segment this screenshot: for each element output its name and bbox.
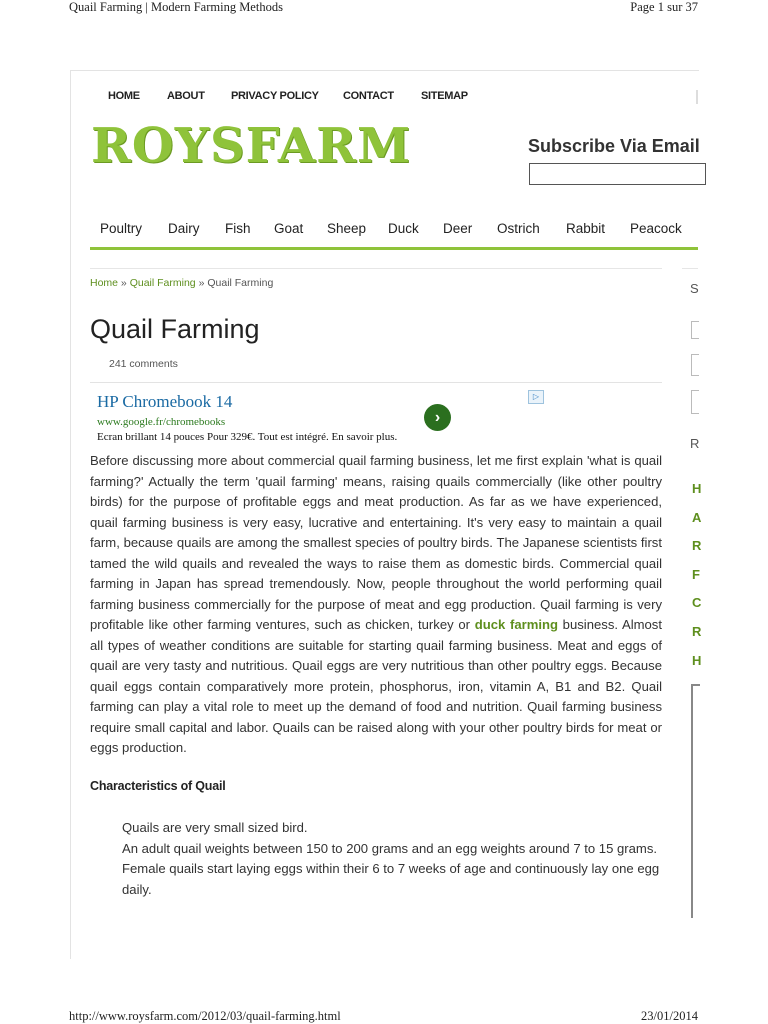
duck-farming-link[interactable]: duck farming: [474, 617, 558, 632]
chevron-right-icon[interactable]: ›: [424, 404, 451, 431]
ad-description: Ecran brillant 14 pouces Pour 329€. Tout est intégré. En savoir plus.: [97, 431, 398, 443]
page-title: Quail Farming: [90, 314, 260, 344]
breadcrumb-home[interactable]: Home: [90, 277, 119, 289]
cat-nav-goat[interactable]: Goat: [274, 221, 304, 236]
sidebar-heading: S: [690, 281, 699, 296]
sidebar-link[interactable]: F: [692, 567, 700, 582]
top-nav-privacy-policy[interactable]: PRIVACY POLICY: [231, 90, 319, 102]
top-nav-home[interactable]: HOME: [108, 90, 140, 102]
breadcrumb-separator: »: [118, 277, 130, 289]
sidebar-input[interactable]: [691, 354, 699, 376]
subscribe-title: Subscribe Via Email: [528, 136, 700, 156]
adchoices-icon[interactable]: ▷: [528, 390, 544, 404]
sidebar-link[interactable]: C: [692, 595, 702, 610]
top-nav-about[interactable]: ABOUT: [167, 90, 205, 102]
cat-nav-ostrich[interactable]: Ostrich: [497, 221, 540, 236]
cat-nav-dairy[interactable]: Dairy: [168, 221, 200, 236]
sidebar-button[interactable]: [691, 390, 699, 414]
sidebar-link[interactable]: H: [692, 653, 702, 668]
print-header-page: Page 1 sur 37: [630, 0, 698, 14]
article-intro: [90, 451, 662, 759]
breadcrumb: [90, 277, 273, 289]
ad-title[interactable]: HP Chromebook 14: [97, 392, 233, 411]
characteristics-list: [122, 818, 662, 900]
sidebar-link[interactable]: R: [692, 624, 702, 639]
cat-nav-deer[interactable]: Deer: [443, 221, 473, 236]
site-logo[interactable]: ROYSFARM: [91, 118, 412, 174]
list-item: Quails are very small sized bird.: [122, 820, 308, 835]
top-nav-sitemap[interactable]: SITEMAP: [421, 90, 468, 102]
breadcrumb-current: Quail Farming: [207, 277, 274, 289]
section-heading: Characteristics of Quail: [90, 779, 226, 793]
top-nav-contact[interactable]: CONTACT: [343, 90, 394, 102]
cat-nav-rabbit[interactable]: Rabbit: [566, 221, 606, 236]
sidebar-widget-frame: [691, 684, 700, 918]
print-header-title: Quail Farming | Modern Farming Methods: [69, 0, 283, 14]
sidebar-divider: [682, 268, 698, 269]
comments-link[interactable]: 241 comments: [109, 358, 178, 370]
article-intro-text: Before discussing more about commercial quail farming business, let me first explain 'what is quail farming?' Actually the term 'quail farming' means, raising quails commercially (like other poultry birds) for the purpose of profitable eggs and meat production. As far as we have experienced, quail farming business is very easy, lucrative and entertaining. It's very easy to maintain a quail farm, because quails are among the smallest species of poultry birds. The Japanese scientists first tamed the wild quails and revealed the ways to raise them as domestic birds. Commercial quail farming in Japan has spread tremendously. Now, people throughout the world performing quail farming business commercially for the purpose of meat and egg production. Quail farming is very profitable like other farming ventures, such as chicken, turkey or: [90, 453, 662, 632]
ad-unit[interactable]: [90, 386, 550, 450]
print-header: [69, 0, 698, 16]
cat-nav-sheep[interactable]: Sheep: [327, 221, 367, 236]
sidebar-link[interactable]: H: [692, 481, 702, 496]
title-divider: [90, 382, 662, 383]
breadcrumb-section[interactable]: Quail Farming: [129, 277, 196, 289]
article-intro-text: business. Almost all types of weather conditions are suitable for starting quail farming business. Meat and eggs of quail are very tasty and nutritious. Quail eggs are very nutritious than other poultry eggs. Because quail eggs contain comparatively more protein, phosphorus, iron, vitamin A, B1 and B2. Quail farming can play a vital role to meet up the demand of food and nutrition. Quail farming business require small capital and labor. Quails can be raised along with your other poultry birds for meat or eggs production.: [90, 617, 662, 755]
top-nav-search-edge: [696, 90, 698, 104]
sidebar-input[interactable]: [691, 321, 699, 339]
list-item: An adult quail weights between 150 to 200 grams and an egg weights around 7 to 15 grams.: [122, 840, 658, 856]
sidebar-link[interactable]: A: [692, 510, 702, 525]
print-footer-date: 23/01/2014: [641, 1009, 698, 1023]
subscribe-email-input[interactable]: [529, 163, 706, 185]
cat-nav-poultry[interactable]: Poultry: [100, 221, 143, 236]
cat-nav-fish[interactable]: Fish: [225, 221, 251, 236]
list-item: Female quails start laying eggs within their 6 to 7 weeks of age and continuously lay one egg daily.: [122, 861, 660, 897]
breadcrumb-separator: »: [195, 277, 208, 289]
content-divider: [90, 268, 662, 269]
sidebar-link[interactable]: R: [692, 538, 702, 553]
print-footer-url: http://www.roysfarm.com/2012/03/quail-farming.html: [69, 1009, 341, 1023]
sidebar-heading: R: [690, 436, 700, 451]
cat-nav-peacock[interactable]: Peacock: [630, 221, 682, 236]
ad-url[interactable]: www.google.fr/chromebooks: [97, 416, 226, 428]
cat-nav-duck[interactable]: Duck: [388, 221, 419, 236]
category-nav: [90, 221, 698, 250]
